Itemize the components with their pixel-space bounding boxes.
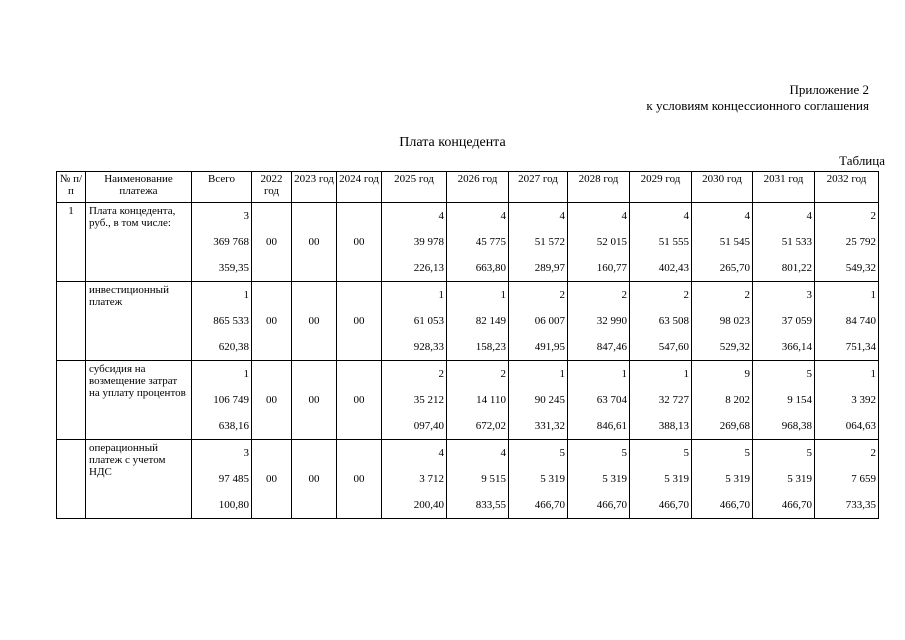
payment-name: операционный платеж с учетом НДС — [86, 440, 192, 519]
value-part: 801,22 — [781, 262, 812, 274]
table-row — [57, 203, 879, 282]
value-part: 00 — [266, 315, 277, 327]
value-cell — [630, 361, 692, 440]
value-part: 402,43 — [658, 262, 689, 274]
value-part: 3 — [806, 289, 812, 301]
value-cell — [192, 282, 252, 361]
row-number — [57, 282, 86, 361]
value-cell — [252, 282, 292, 361]
value-part: 1 — [621, 368, 627, 380]
value-cell — [292, 440, 337, 519]
value-part: 158,23 — [475, 341, 506, 353]
value-part: 928,33 — [413, 341, 444, 353]
value-part: 5 — [744, 447, 750, 459]
value-part: 32 727 — [658, 394, 689, 406]
column-header: 2022 год — [252, 172, 292, 203]
value-part: 4 — [438, 447, 444, 459]
value-part: 14 110 — [476, 394, 506, 406]
value-part: 547,60 — [658, 341, 689, 353]
value-part: 733,35 — [845, 499, 876, 511]
value-part: 00 — [353, 394, 365, 406]
value-part: 289,97 — [534, 262, 565, 274]
value-part: 4 — [559, 210, 565, 222]
value-part: 5 — [806, 447, 812, 459]
value-cell — [192, 361, 252, 440]
value-part: 97 485 — [218, 473, 249, 485]
value-cell — [252, 203, 292, 282]
column-header: 2032 год — [815, 172, 879, 203]
column-header: 2023 год — [292, 172, 337, 203]
value-part: 00 — [308, 394, 320, 406]
value-cell — [252, 361, 292, 440]
value-part: 00 — [266, 236, 277, 248]
value-cell — [382, 361, 447, 440]
value-part: 4 — [500, 210, 506, 222]
value-part: 466,70 — [596, 499, 627, 511]
column-header: 2028 год — [568, 172, 630, 203]
value-part: 1 — [438, 289, 444, 301]
value-cell — [382, 440, 447, 519]
table-caption: Таблица — [839, 153, 885, 168]
value-cell — [692, 440, 753, 519]
value-part: 45 775 — [475, 236, 506, 248]
value-part: 90 245 — [534, 394, 565, 406]
value-cell — [753, 440, 815, 519]
value-part: 51 533 — [781, 236, 812, 248]
column-header: 2025 год — [382, 172, 447, 203]
value-part: 388,13 — [658, 420, 689, 432]
value-cell — [509, 361, 568, 440]
value-part: 097,40 — [413, 420, 444, 432]
value-part: 100,80 — [218, 499, 249, 511]
value-part: 00 — [266, 473, 277, 485]
value-part: 359,35 — [218, 262, 249, 274]
payment-name: инвестиционный платеж — [86, 282, 192, 361]
value-part: 226,13 — [413, 262, 444, 274]
value-part: 2 — [559, 289, 565, 301]
value-part: 5 319 — [787, 473, 812, 485]
value-cell — [509, 203, 568, 282]
appendix-line-1: Приложение 2 — [789, 82, 869, 97]
value-part: 265,70 — [719, 262, 750, 274]
value-part: 4 — [806, 210, 812, 222]
value-part: 5 319 — [602, 473, 627, 485]
value-part: 9 515 — [481, 473, 506, 485]
value-part: 4 — [500, 447, 506, 459]
value-part: 366,14 — [781, 341, 812, 353]
value-cell — [568, 440, 630, 519]
value-cell — [630, 203, 692, 282]
payment-name: Плата концедента, руб., в том числе: — [86, 203, 192, 282]
value-cell — [337, 282, 382, 361]
value-part: 4 — [683, 210, 689, 222]
table-row — [57, 361, 879, 440]
row-number: 1 — [57, 203, 86, 282]
value-part: 5 — [806, 368, 812, 380]
value-part: 846,61 — [596, 420, 627, 432]
value-part: 52 015 — [596, 236, 627, 248]
value-part: 1 — [870, 289, 876, 301]
value-part: 106 749 — [213, 394, 249, 406]
column-header: Всего — [192, 172, 252, 203]
value-part: 331,32 — [534, 420, 565, 432]
value-cell — [337, 440, 382, 519]
value-cell — [753, 361, 815, 440]
value-part: 5 — [683, 447, 689, 459]
value-part: 2 — [744, 289, 750, 301]
value-cell — [568, 361, 630, 440]
table-header-row — [57, 172, 879, 203]
column-header: 2030 год — [692, 172, 753, 203]
value-cell — [692, 282, 753, 361]
value-part: 5 — [559, 447, 565, 459]
value-part: 466,70 — [781, 499, 812, 511]
value-part: 25 792 — [845, 236, 876, 248]
value-part: 529,32 — [719, 341, 750, 353]
value-part: 833,55 — [475, 499, 506, 511]
value-cell — [447, 282, 509, 361]
value-part: 4 — [438, 210, 444, 222]
value-part: 1 — [243, 289, 249, 301]
value-cell — [692, 361, 753, 440]
value-part: 5 319 — [664, 473, 689, 485]
value-part: 1 — [870, 368, 876, 380]
value-part: 3 392 — [851, 394, 876, 406]
value-cell — [192, 203, 252, 282]
value-part: 466,70 — [658, 499, 689, 511]
column-header: Наименование платежа — [86, 172, 192, 203]
value-part: 549,32 — [845, 262, 876, 274]
value-part: 269,68 — [719, 420, 750, 432]
value-cell — [753, 203, 815, 282]
value-part: 865 533 — [213, 315, 249, 327]
value-part: 5 319 — [725, 473, 750, 485]
value-part: 35 212 — [413, 394, 444, 406]
value-part: 2 — [621, 289, 627, 301]
payment-name: субсидия на возмещение затрат на уплату процентов — [86, 361, 192, 440]
value-part: 466,70 — [534, 499, 565, 511]
value-part: 37 059 — [781, 315, 812, 327]
value-cell — [630, 440, 692, 519]
value-cell — [292, 361, 337, 440]
value-part: 00 — [308, 236, 320, 248]
value-cell — [382, 282, 447, 361]
value-cell — [630, 282, 692, 361]
value-part: 7 659 — [851, 473, 876, 485]
row-number — [57, 361, 86, 440]
value-part: 63 704 — [596, 394, 627, 406]
value-part: 2 — [683, 289, 689, 301]
value-part: 2 — [870, 210, 876, 222]
value-part: 638,16 — [218, 420, 249, 432]
value-part: 2 — [500, 368, 506, 380]
value-cell — [447, 361, 509, 440]
value-cell — [692, 203, 753, 282]
value-cell — [753, 282, 815, 361]
value-cell — [252, 440, 292, 519]
value-part: 064,63 — [845, 420, 876, 432]
value-part: 491,95 — [534, 341, 565, 353]
table-row — [57, 282, 879, 361]
table-body — [57, 203, 879, 519]
value-part: 847,46 — [596, 341, 627, 353]
value-part: 00 — [353, 236, 365, 248]
appendix-line-2: к условиям концессионного соглашения — [646, 98, 869, 113]
value-part: 3 712 — [419, 473, 444, 485]
value-part: 369 768 — [213, 236, 249, 248]
value-part: 00 — [308, 473, 320, 485]
value-cell — [568, 203, 630, 282]
value-part: 00 — [308, 315, 320, 327]
value-part: 751,34 — [845, 341, 876, 353]
value-part: 84 740 — [845, 315, 876, 327]
value-part: 672,02 — [475, 420, 506, 432]
value-cell — [815, 361, 879, 440]
value-part: 200,40 — [413, 499, 444, 511]
value-part: 63 508 — [658, 315, 689, 327]
column-header: 2027 год — [509, 172, 568, 203]
value-part: 3 — [243, 210, 249, 222]
value-part: 9 — [744, 368, 750, 380]
value-cell — [509, 282, 568, 361]
value-cell — [815, 440, 879, 519]
value-part: 1 — [500, 289, 506, 301]
column-header: 2024 год — [337, 172, 382, 203]
column-header: 2026 год — [447, 172, 509, 203]
value-part: 4 — [744, 210, 750, 222]
value-part: 3 — [243, 447, 249, 459]
value-part: 06 007 — [534, 315, 565, 327]
payment-table — [56, 171, 879, 519]
value-part: 39 978 — [413, 236, 444, 248]
value-part: 00 — [353, 473, 365, 485]
value-part: 968,38 — [781, 420, 812, 432]
value-cell — [292, 203, 337, 282]
column-header: № п/п — [57, 172, 86, 203]
value-part: 98 023 — [719, 315, 750, 327]
value-part: 51 545 — [719, 236, 750, 248]
value-cell — [337, 203, 382, 282]
value-part: 2 — [438, 368, 444, 380]
document-title: Плата концедента — [399, 135, 506, 150]
value-part: 00 — [353, 315, 365, 327]
value-part: 51 555 — [658, 236, 689, 248]
value-part: 82 149 — [475, 315, 506, 327]
value-part: 1 — [243, 368, 249, 380]
value-cell — [292, 282, 337, 361]
value-cell — [447, 440, 509, 519]
value-part: 5 319 — [540, 473, 565, 485]
value-part: 9 154 — [787, 394, 812, 406]
value-part: 4 — [621, 210, 627, 222]
value-part: 32 990 — [596, 315, 627, 327]
row-number — [57, 440, 86, 519]
value-part: 1 — [683, 368, 689, 380]
value-cell — [815, 203, 879, 282]
value-cell — [568, 282, 630, 361]
value-cell — [337, 361, 382, 440]
value-part: 160,77 — [596, 262, 627, 274]
value-cell — [447, 203, 509, 282]
value-part: 00 — [266, 394, 277, 406]
table-row — [57, 440, 879, 519]
value-part: 61 053 — [413, 315, 444, 327]
value-part: 663,80 — [475, 262, 506, 274]
value-part: 8 202 — [725, 394, 750, 406]
value-cell — [382, 203, 447, 282]
column-header: 2029 год — [630, 172, 692, 203]
value-part: 2 — [870, 447, 876, 459]
value-part: 466,70 — [719, 499, 750, 511]
value-cell — [509, 440, 568, 519]
value-cell — [192, 440, 252, 519]
value-part: 5 — [621, 447, 627, 459]
value-part: 1 — [559, 368, 565, 380]
appendix-header — [646, 82, 869, 114]
column-header: 2031 год — [753, 172, 815, 203]
value-part: 51 572 — [534, 236, 565, 248]
value-cell — [815, 282, 879, 361]
value-part: 620,38 — [218, 341, 249, 353]
